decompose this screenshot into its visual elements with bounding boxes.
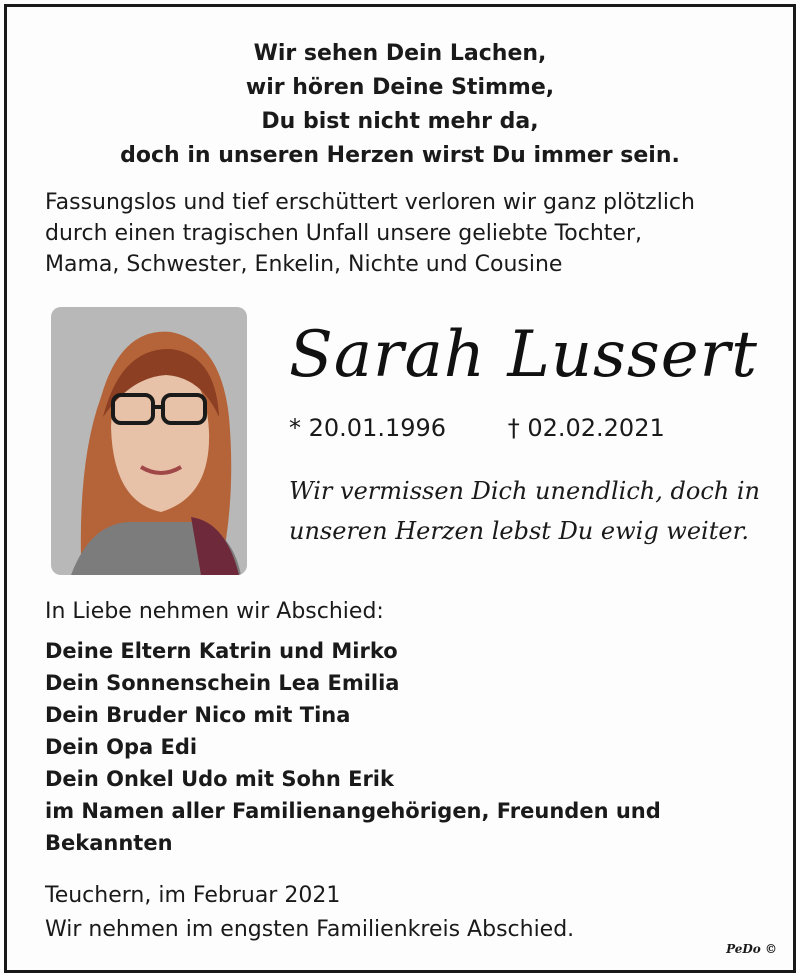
- family-entry: im Namen aller Familienangehörigen, Freunden und: [45, 799, 661, 823]
- closing-block: [45, 879, 574, 947]
- farewell-label: In Liebe nehmen wir Abschied:: [45, 599, 384, 624]
- death-date: † 02.02.2021: [507, 414, 665, 442]
- verse-line: Wir sehen Dein Lachen,: [253, 41, 547, 66]
- quote-line: unseren Herzen lebst Du ewig weiter.: [289, 517, 750, 545]
- verse-line: wir hören Deine Stimme,: [245, 75, 555, 100]
- quote-line: Wir vermissen Dich unendlich, doch in: [289, 477, 760, 505]
- family-entry: Dein Opa Edi: [45, 735, 198, 759]
- verse-line: doch in unseren Herzen wirst Du immer sein.: [120, 143, 680, 168]
- family-entry: Dein Sonnenschein Lea Emilia: [45, 671, 400, 695]
- portrait-photo: [51, 307, 247, 575]
- family-list: [45, 635, 785, 859]
- verse-line: Du bist nicht mehr da,: [261, 109, 539, 134]
- family-entry: Dein Bruder Nico mit Tina: [45, 703, 351, 727]
- life-dates: [289, 412, 665, 444]
- intro-line: Fassungslos und tief erschüttert verloren wir ganz plötzlich: [45, 190, 695, 215]
- intro-line: Mama, Schwester, Enkelin, Nichte und Cousine: [45, 252, 563, 277]
- deceased-name: Sarah Lussert: [289, 318, 758, 392]
- family-entry: Bekannten: [45, 831, 173, 855]
- place-date: Teuchern, im Februar 2021: [45, 883, 341, 908]
- closing-note: Wir nehmen im engsten Familienkreis Abschied.: [45, 917, 575, 942]
- obituary-notice: [4, 4, 796, 973]
- memorial-verse: [7, 37, 793, 173]
- family-entry: Deine Eltern Katrin und Mirko: [45, 639, 398, 663]
- intro-line: durch einen tragischen Unfall unsere geliebte Tochter,: [45, 221, 643, 246]
- intro-text: [45, 187, 785, 280]
- birth-date: * 20.01.1996: [289, 414, 447, 442]
- family-entry: Dein Onkel Udo mit Sohn Erik: [45, 767, 394, 791]
- memorial-quote: [289, 471, 789, 551]
- maker-mark: PeDo ©: [726, 942, 777, 956]
